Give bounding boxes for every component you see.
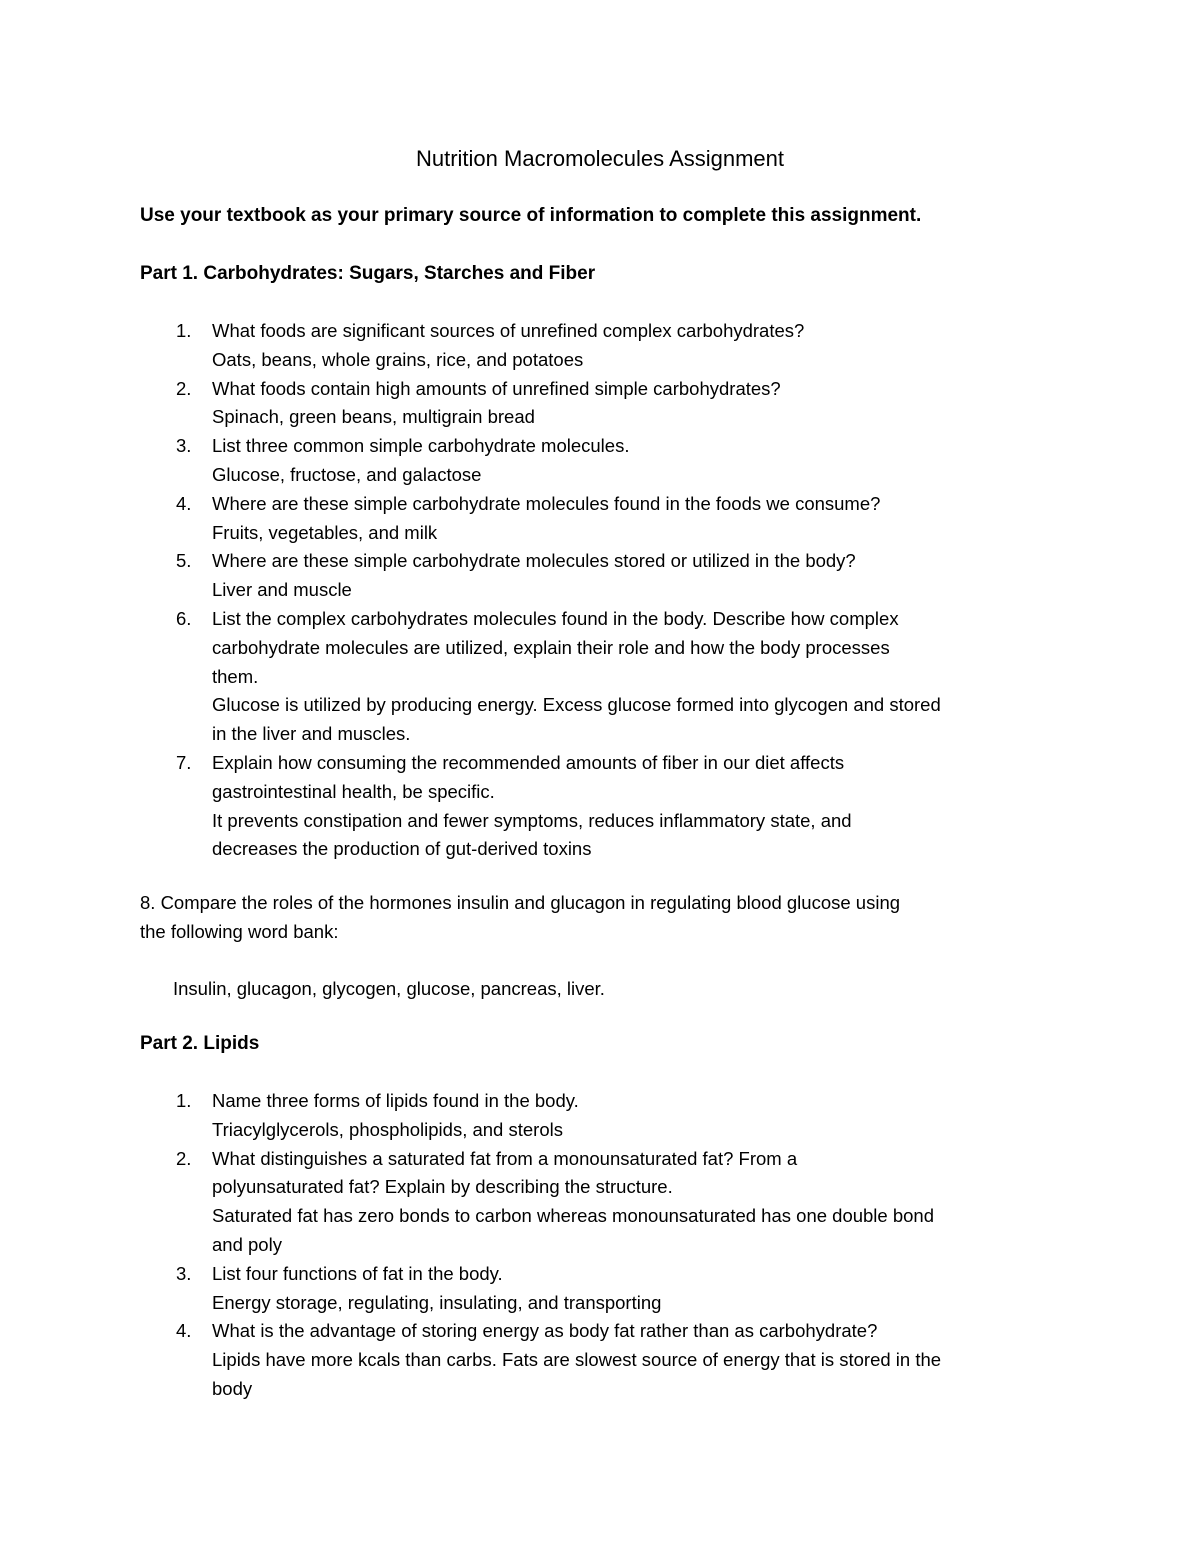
list-item [140, 1145, 1070, 1260]
list-item [140, 605, 1070, 749]
answer-text: in the liver and muscles. [212, 723, 411, 745]
item-number: 4. [176, 1320, 192, 1342]
item-number: 3. [176, 1262, 192, 1284]
assignment-instructions: Use your textbook as your primary source of information to complete this assignment. [140, 205, 922, 226]
list-item [140, 1087, 1070, 1145]
question-text: carbohydrate molecules are utilized, explain their role and how the body processes [212, 636, 890, 658]
item-number: 2. [176, 377, 192, 399]
question-text: Explain how consuming the recommended amounts of fiber in our diet affects [212, 751, 845, 773]
list-item [140, 547, 1070, 605]
question-8-line: 8. Compare the roles of the hormones insulin and glucagon in regulating blood glucose using [140, 892, 901, 913]
item-number: 7. [176, 751, 192, 773]
item-number: 2. [176, 1147, 192, 1169]
question-text: What foods contain high amounts of unrefined simple carbohydrates? [212, 377, 781, 399]
answer-text: Spinach, green beans, multigrain bread [212, 406, 535, 428]
item-number: 5. [176, 550, 192, 572]
part1-heading: Part 1. Carbohydrates: Sugars, Starches and Fiber [140, 263, 596, 284]
question-text: polyunsaturated fat? Explain by describing the structure. [212, 1176, 673, 1198]
answer-text: body [212, 1377, 253, 1399]
list-item [140, 1317, 1070, 1403]
item-number: 1. [176, 1090, 192, 1111]
answer-text: Lipids have more kcals than carbs. Fats are slowest source of energy that is stored in the [212, 1349, 942, 1371]
question-text: List four functions of fat in the body. [212, 1262, 503, 1284]
question-text: them. [212, 665, 259, 687]
question-text: List the complex carbohydrates molecules found in the body. Describe how complex [212, 607, 899, 629]
list-item [140, 317, 1070, 375]
answer-text: Triacylglycerols, phospholipids, and sterols [212, 1118, 563, 1140]
item-number: 3. [176, 435, 192, 457]
list-item [140, 375, 1070, 433]
part1-question-list [140, 317, 1070, 864]
question-8 [140, 889, 1040, 947]
item-number: 4. [176, 492, 192, 514]
question-text: Where are these simple carbohydrate molecules stored or utilized in the body? [212, 550, 856, 572]
part2-heading: Part 2. Lipids [140, 1033, 260, 1054]
word-bank: Insulin, glucagon, glycogen, glucose, pancreas, liver. [173, 978, 605, 999]
question-text: gastrointestinal health, be specific. [212, 780, 495, 802]
part2-question-list [140, 1087, 1070, 1404]
answer-text: and poly [212, 1233, 282, 1255]
question-text: Where are these simple carbohydrate molecules found in the foods we consume? [212, 492, 881, 514]
answer-text: Glucose, fructose, and galactose [212, 463, 482, 485]
list-item [140, 749, 1070, 864]
page-title: Nutrition Macromolecules Assignment [415, 146, 785, 171]
answer-text: Fruits, vegetables, and milk [212, 521, 438, 543]
list-item [140, 432, 1070, 490]
question-text: Name three forms of lipids found in the body. [212, 1090, 579, 1111]
question-text: What foods are significant sources of unrefined complex carbohydrates? [212, 320, 805, 341]
question-8-line: the following word bank: [140, 920, 339, 942]
item-number: 6. [176, 607, 192, 629]
list-item [140, 490, 1070, 548]
answer-text: decreases the production of gut-derived toxins [212, 838, 592, 860]
question-text: What is the advantage of storing energy as body fat rather than as carbohydrate? [212, 1320, 878, 1342]
answer-text: It prevents constipation and fewer symptoms, reduces inflammatory state, and [212, 809, 852, 831]
question-text: List three common simple carbohydrate molecules. [212, 435, 630, 457]
answer-text: Saturated fat has zero bonds to carbon whereas monounsaturated has one double bond [212, 1205, 935, 1227]
question-text: What distinguishes a saturated fat from a monounsaturated fat? From a [212, 1147, 798, 1169]
answer-text: Energy storage, regulating, insulating, and transporting [212, 1291, 662, 1313]
answer-text: Glucose is utilized by producing energy. Excess glucose formed into glycogen and stored [212, 694, 941, 716]
item-number: 1. [176, 320, 192, 341]
answer-text: Liver and muscle [212, 579, 352, 601]
list-item [140, 1260, 1070, 1318]
answer-text: Oats, beans, whole grains, rice, and potatoes [212, 348, 584, 370]
